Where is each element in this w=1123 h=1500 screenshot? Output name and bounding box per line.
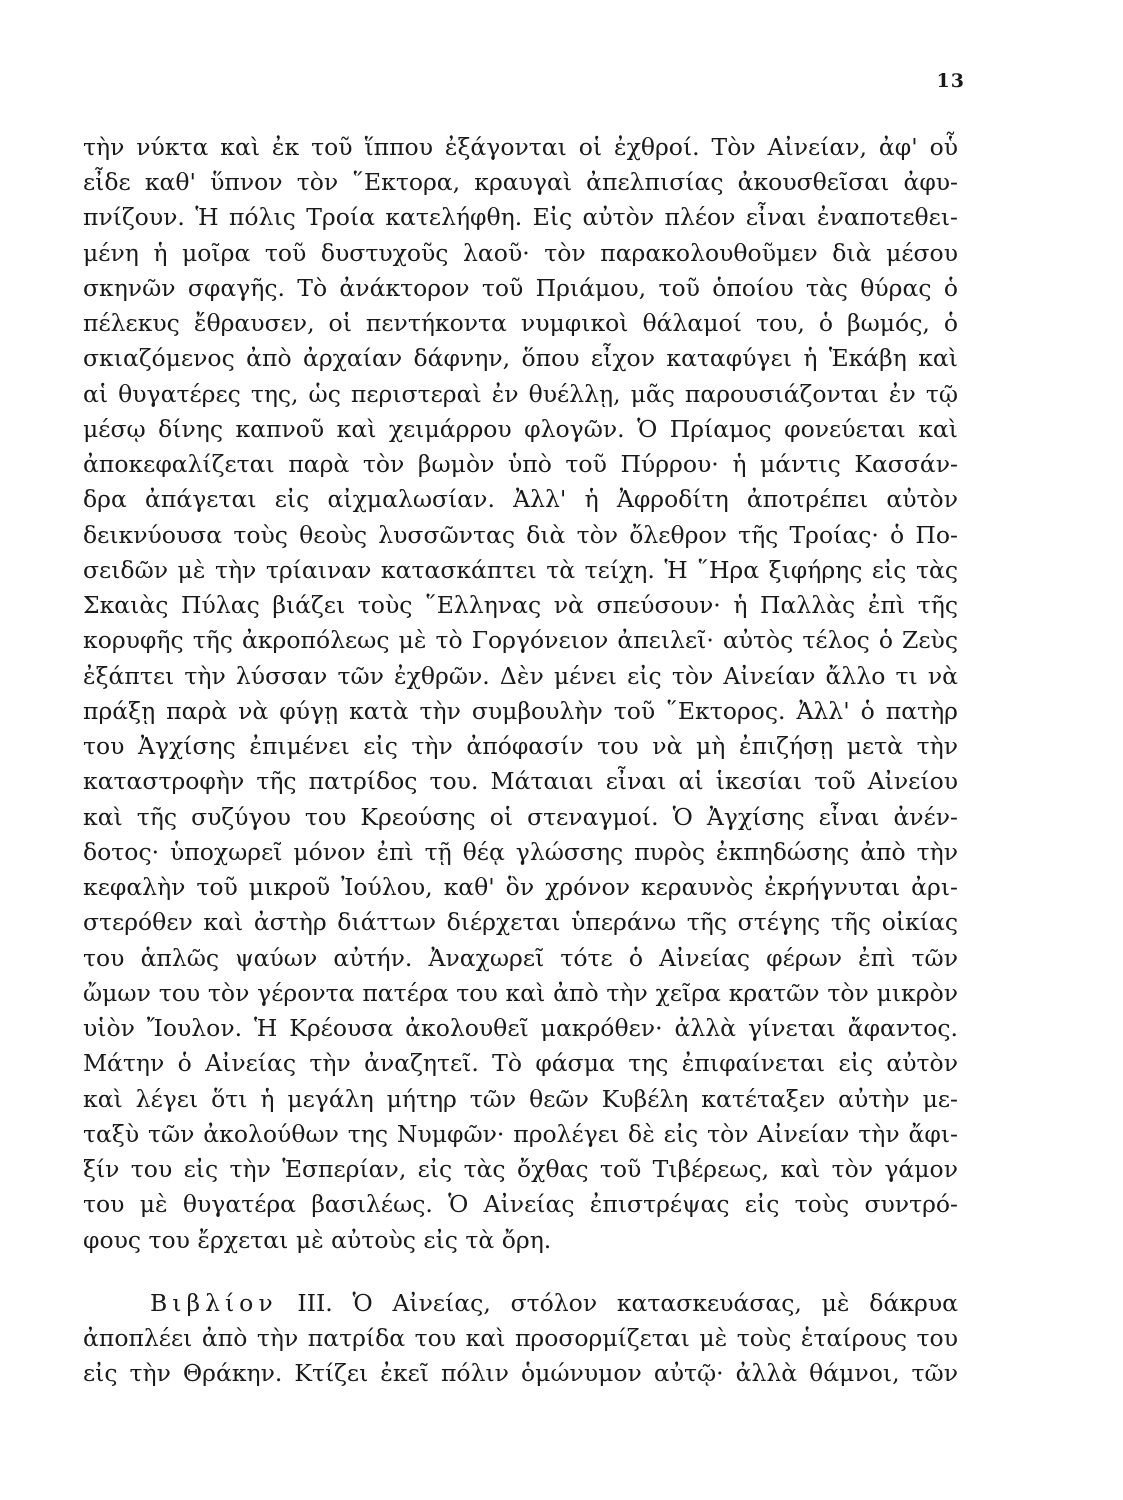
text-line: κορυφῆς τῆς ἀκροπόλεως μὲ τὸ Γοργόνειον ἀπειλεῖ· αὐτὸς τέλος ὁ Ζεὺς [83, 626, 958, 654]
text-line-content: III. Ὁ Αἰνείας, στόλον κατασκευάσας, μὲ δάκρυα [297, 1289, 958, 1317]
text-line: δεικνύουσα τοὺς θεοὺς λυσσῶντας διὰ τὸν ὄλεθρον τῆς Τροίας· ὁ Πο- [83, 521, 958, 549]
text-line: μένη ἡ μοῖρα τοῦ δυστυχοῦς λαοῦ· τὸν παρακολουθοῦμεν διὰ μέσου [83, 239, 958, 267]
text-line: ἀποπλέει ἀπὸ τὴν πατρίδα του καὶ προσορμίζεται μὲ τοὺς ἑταίρους του [83, 1324, 958, 1352]
text-line: μέσῳ δίνης καπνοῦ καὶ χειμάρρου φλογῶν. Ὁ Πρίαμος φονεύεται καὶ [83, 415, 958, 443]
text-line: Σκαιὰς Πύλας βιάζει τοὺς ῞Ελληνας νὰ σπεύσουν· ἡ Παλλὰς ἐπὶ τῆς [83, 591, 958, 619]
text-line: εἰς τὴν Θράκην. Κτίζει ἐκεῖ πόλιν ὁμώνυμον αὐτῷ· ἀλλὰ θάμνοι, τῶν [83, 1359, 958, 1387]
text-line: του ἁπλῶς ψαύων αὐτήν. Ἀναχωρεῖ τότε ὁ Αἰνείας φέρων ἐπὶ τῶν [83, 944, 958, 972]
text-line: ὤμων του τὸν γέροντα πατέρα του καὶ ἀπὸ τὴν χεῖρα κρατῶν τὸν μικρὸν [83, 979, 958, 1007]
text-line: πράξῃ παρὰ νὰ φύγῃ κατὰ τὴν συμβουλὴν τοῦ ῞Εκτορος. Ἀλλ' ὁ πατὴρ [83, 697, 958, 725]
text-line: καὶ τῆς συζύγου του Κρεούσης οἱ στεναγμοί. Ὁ Ἀγχίσης εἶναι ἀνέν- [83, 803, 958, 831]
text-line: κεφαλὴν τοῦ μικροῦ Ἰούλου, καθ' ὃν χρόνον κεραυνὸς ἐκρήγνυται ἀρι- [83, 873, 958, 901]
text-line: υἱὸν Ἴουλον. Ἡ Κρέουσα ἀκολουθεῖ μακρόθεν· ἀλλὰ γίνεται ἄφαντος. [83, 1014, 958, 1042]
text-line: φους του ἔρχεται μὲ αὐτοὺς εἰς τὰ ὄρη. [83, 1226, 552, 1254]
text-line: Μάτην ὁ Αἰνείας τὴν ἀναζητεῖ. Τὸ φάσμα της ἐπιφαίνεται εἰς αὐτὸν [83, 1049, 958, 1077]
text-line: ἀποκεφαλίζεται παρὰ τὸν βωμὸν ὑπὸ τοῦ Πύρρου· ἡ μάντις Κασσάν- [83, 450, 958, 478]
text-line: ξίν του εἰς τὴν Ἑσπερίαν, εἰς τὰς ὄχθας τοῦ Τιβέρεως, καὶ τὸν γάμον [83, 1155, 958, 1183]
text-line: αἱ θυγατέρες της, ὡς περιστεραὶ ἐν θυέλλῃ, μᾶς παρουσιάζονται ἐν τῷ [83, 380, 958, 408]
text-line: καὶ λέγει ὅτι ἡ μεγάλη μήτηρ τῶν θεῶν Κυβέλη κατέταξεν αὐτὴν με- [83, 1085, 958, 1113]
text-line: σκηνῶν σφαγῆς. Τὸ ἀνάκτορον τοῦ Πριάμου, τοῦ ὁποίου τὰς θύρας ὁ [83, 274, 958, 302]
text-line: σειδῶν μὲ τὴν τρίαιναν κατασκάπτει τὰ τείχη. Ἡ ῞Ηρα ξιφήρης εἰς τὰς [83, 556, 958, 584]
text-line: στερόθεν καὶ ἀστὴρ διάττων διέρχεται ὑπεράνω τῆς στέγης τῆς οἰκίας [83, 908, 958, 936]
text-line: εἶδε καθ' ὕπνον τὸν ῞Εκτορα, κραυγαὶ ἀπελπισίας ἀκουσθεῖσαι ἀφυ- [83, 168, 958, 196]
text-line: δρα ἀπάγεται εἰς αἰχμαλωσίαν. Ἀλλ' ἡ Ἀφροδίτη ἀποτρέπει αὐτὸν [83, 485, 958, 513]
text-line: του Ἀγχίσης ἐπιμένει εἰς τὴν ἀπόφασίν του νὰ μὴ ἐπιζήσῃ μετὰ τὴν [83, 732, 958, 760]
text-line: ἐξάπτει τὴν λύσσαν τῶν ἐχθρῶν. Δὲν μένει εἰς τὸν Αἰνείαν ἄλλο τι νὰ [83, 662, 958, 690]
text-line: καταστροφὴν τῆς πατρίδος του. Μάταιαι εἶναι αἱ ἱκεσίαι τοῦ Αἰνείου [83, 767, 958, 795]
text-line: πνίζουν. Ἡ πόλις Τροία κατελήφθη. Εἰς αὐτὸν πλέον εἶναι ἐναποτεθει- [83, 203, 958, 231]
text-line-first [150, 1286, 958, 1320]
text-line: σκιαζόμενος ἀπὸ ἀρχαίαν δάφνην, ὅπου εἶχον καταφύγει ἡ Ἑκάβη καὶ [83, 344, 958, 372]
text-line: πέλεκυς ἔθραυσεν, οἱ πεντήκοντα νυμφικοὶ θάλαμοί του, ὁ βωμός, ὁ [83, 309, 958, 337]
text-line: τὴν νύκτα καὶ ἐκ τοῦ ἵππου ἐξάγονται οἱ ἐχθροί. Τὸν Αἰνείαν, ἀφ' οὗ [83, 133, 958, 161]
page-number: 13 [936, 70, 965, 92]
book-heading: Βιβλίον [150, 1289, 278, 1317]
text-line: του μὲ θυγατέρα βασιλέως. Ὁ Αἰνείας ἐπιστρέψας εἰς τοὺς συντρό- [83, 1190, 958, 1218]
text-line: ταξὺ τῶν ἀκολούθων της Νυμφῶν· προλέγει δὲ εἰς τὸν Αἰνείαν τὴν ἄφι- [83, 1120, 958, 1148]
text-line: δοτος· ὑποχωρεῖ μόνον ἐπὶ τῇ θέᾳ γλώσσης πυρὸς ἐκπηδώσης ἀπὸ τὴν [83, 838, 958, 866]
